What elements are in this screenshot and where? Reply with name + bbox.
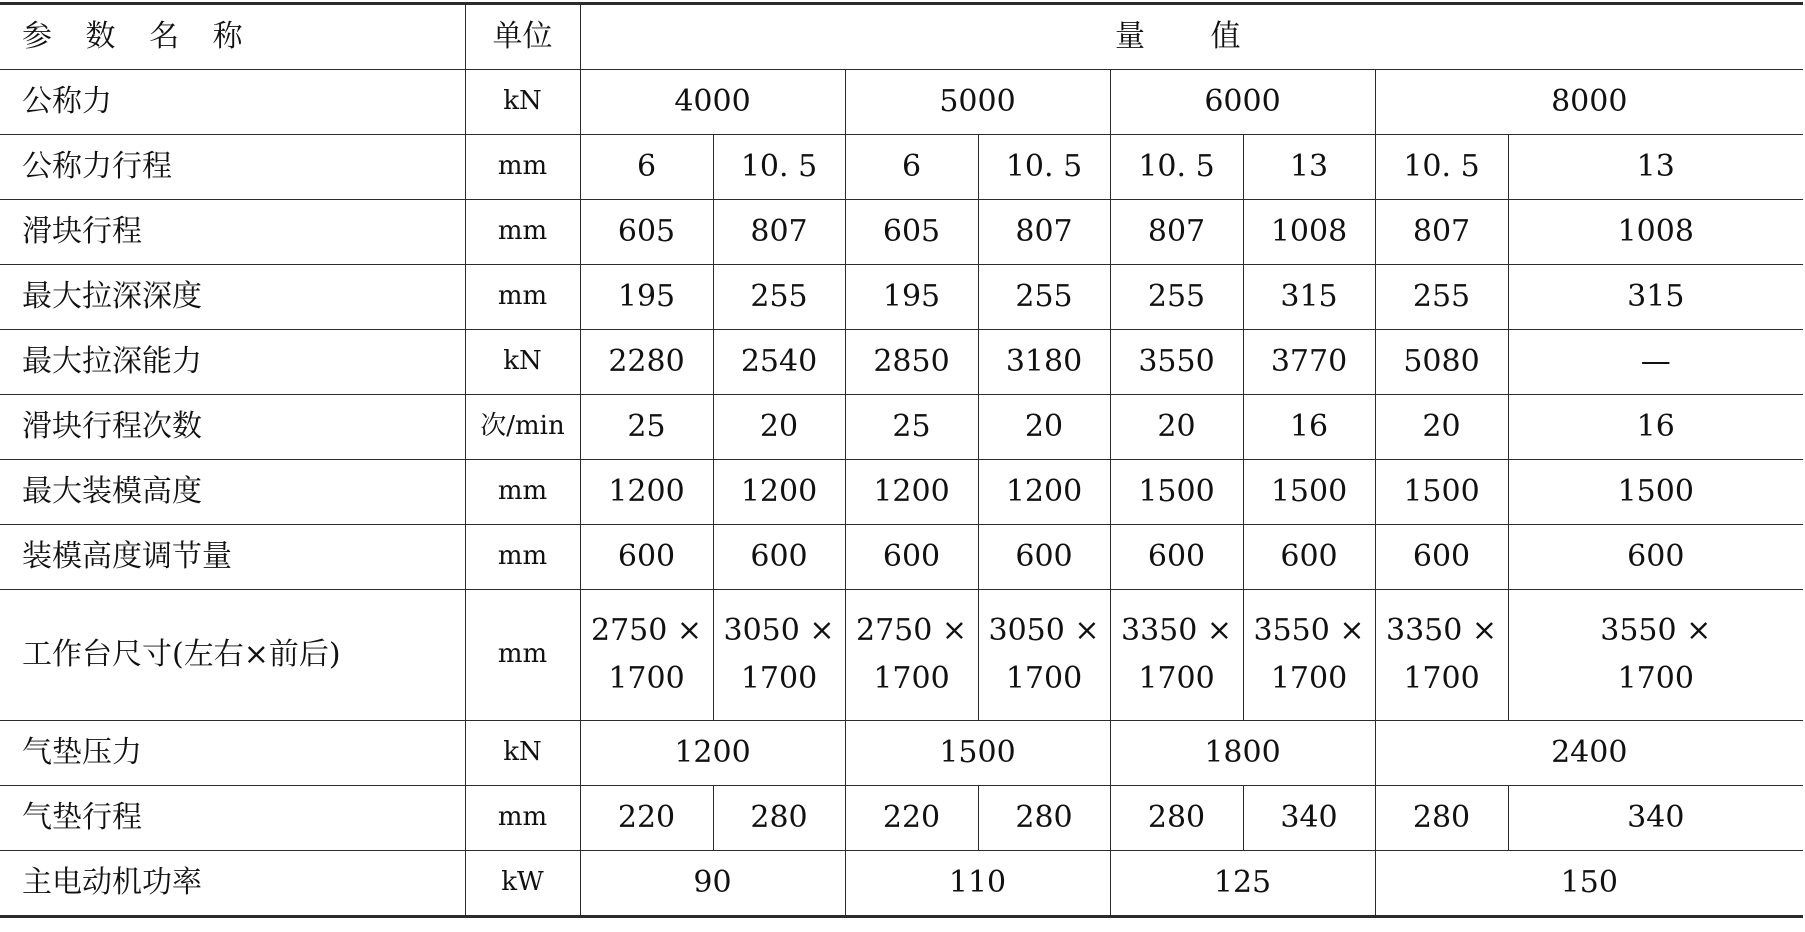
value-cell: 10. 5 [978, 135, 1110, 200]
value-cell: 255 [1375, 265, 1508, 330]
table-row [0, 851, 1803, 917]
value-cell: 2280 [580, 330, 713, 395]
value-cell: 3050 × 1700 [978, 590, 1110, 721]
value-cell: 600 [580, 525, 713, 590]
row-unit: mm [465, 265, 580, 330]
value-cell: 600 [713, 525, 845, 590]
value-cell: 3350 × 1700 [1110, 590, 1243, 721]
header-row [0, 4, 1803, 70]
row-unit: mm [465, 590, 580, 721]
value-cell: 1200 [713, 460, 845, 525]
value-cell: 280 [1375, 786, 1508, 851]
value-cell: 1008 [1508, 200, 1803, 265]
value-cell: 2750 × 1700 [580, 590, 713, 721]
value-cell: 807 [1375, 200, 1508, 265]
value-cell: 6000 [1110, 70, 1375, 135]
value-cell: 807 [713, 200, 845, 265]
value-cell: 1500 [1110, 460, 1243, 525]
value-cell: 605 [845, 200, 978, 265]
table-row [0, 395, 1803, 460]
value-cell: 20 [978, 395, 1110, 460]
value-cell: 280 [978, 786, 1110, 851]
value-cell: 150 [1375, 851, 1803, 917]
value-cell: 605 [580, 200, 713, 265]
value-cell: 600 [978, 525, 1110, 590]
table-row [0, 200, 1803, 265]
value-cell: 220 [845, 786, 978, 851]
value-cell: 1500 [1243, 460, 1375, 525]
header-unit: 单位 [465, 4, 580, 70]
value-cell: 6 [580, 135, 713, 200]
value-cell: 195 [845, 265, 978, 330]
row-label: 气垫压力 [0, 721, 465, 786]
value-cell: 16 [1508, 395, 1803, 460]
value-cell: 5080 [1375, 330, 1508, 395]
row-label: 公称力 [0, 70, 465, 135]
value-cell: 3050 × 1700 [713, 590, 845, 721]
header-value: 量 值 [580, 4, 1803, 70]
value-cell: 2850 [845, 330, 978, 395]
value-cell: 20 [1110, 395, 1243, 460]
value-cell: 600 [1375, 525, 1508, 590]
value-cell: 255 [978, 265, 1110, 330]
value-cell: 280 [713, 786, 845, 851]
row-label: 气垫行程 [0, 786, 465, 851]
value-cell: 3350 × 1700 [1375, 590, 1508, 721]
value-cell: 2750 × 1700 [845, 590, 978, 721]
row-unit: mm [465, 525, 580, 590]
row-unit: mm [465, 200, 580, 265]
value-cell: 1200 [580, 721, 845, 786]
value-cell: 315 [1508, 265, 1803, 330]
value-cell: 255 [713, 265, 845, 330]
row-label: 工作台尺寸(左右×前后) [0, 590, 465, 721]
value-cell: 807 [978, 200, 1110, 265]
value-cell: 340 [1508, 786, 1803, 851]
row-label: 最大拉深能力 [0, 330, 465, 395]
value-cell: 4000 [580, 70, 845, 135]
value-cell: 90 [580, 851, 845, 917]
value-cell: 1800 [1110, 721, 1375, 786]
value-cell: 807 [1110, 200, 1243, 265]
row-label: 主电动机功率 [0, 851, 465, 917]
value-cell: 600 [845, 525, 978, 590]
value-cell: 16 [1243, 395, 1375, 460]
value-cell: 600 [1243, 525, 1375, 590]
row-label: 滑块行程 [0, 200, 465, 265]
table-row [0, 590, 1803, 721]
value-cell: 3550 [1110, 330, 1243, 395]
table-row [0, 70, 1803, 135]
row-unit: kN [465, 330, 580, 395]
row-label: 最大装模高度 [0, 460, 465, 525]
value-cell: 20 [713, 395, 845, 460]
value-cell: 25 [580, 395, 713, 460]
table-row [0, 135, 1803, 200]
value-cell: 10. 5 [713, 135, 845, 200]
row-unit: mm [465, 460, 580, 525]
press-spec-table [0, 2, 1803, 918]
value-cell: 1200 [580, 460, 713, 525]
value-cell: 20 [1375, 395, 1508, 460]
table-row [0, 460, 1803, 525]
value-cell: — [1508, 330, 1803, 395]
value-cell: 2540 [713, 330, 845, 395]
value-cell: 13 [1243, 135, 1375, 200]
row-unit: 次/min [465, 395, 580, 460]
value-cell: 600 [1110, 525, 1243, 590]
value-cell: 3180 [978, 330, 1110, 395]
value-cell: 25 [845, 395, 978, 460]
value-cell: 2400 [1375, 721, 1803, 786]
row-unit: mm [465, 786, 580, 851]
value-cell: 315 [1243, 265, 1375, 330]
row-label: 装模高度调节量 [0, 525, 465, 590]
value-cell: 6 [845, 135, 978, 200]
table-row [0, 786, 1803, 851]
value-cell: 600 [1508, 525, 1803, 590]
value-cell: 3550 × 1700 [1508, 590, 1803, 721]
value-cell: 195 [580, 265, 713, 330]
value-cell: 3550 × 1700 [1243, 590, 1375, 721]
header-param-name: 参 数 名 称 [0, 4, 465, 70]
value-cell: 1008 [1243, 200, 1375, 265]
value-cell: 280 [1110, 786, 1243, 851]
value-cell: 1500 [1508, 460, 1803, 525]
table-row [0, 265, 1803, 330]
value-cell: 340 [1243, 786, 1375, 851]
row-unit: mm [465, 135, 580, 200]
value-cell: 3770 [1243, 330, 1375, 395]
value-cell: 10. 5 [1110, 135, 1243, 200]
row-label: 公称力行程 [0, 135, 465, 200]
value-cell: 8000 [1375, 70, 1803, 135]
table-row [0, 721, 1803, 786]
value-cell: 110 [845, 851, 1110, 917]
value-cell: 125 [1110, 851, 1375, 917]
value-cell: 10. 5 [1375, 135, 1508, 200]
table-row [0, 330, 1803, 395]
value-cell: 1500 [1375, 460, 1508, 525]
value-cell: 220 [580, 786, 713, 851]
row-label: 最大拉深深度 [0, 265, 465, 330]
value-cell: 13 [1508, 135, 1803, 200]
row-unit: kN [465, 70, 580, 135]
value-cell: 1500 [845, 721, 1110, 786]
table-row [0, 525, 1803, 590]
value-cell: 1200 [845, 460, 978, 525]
value-cell: 1200 [978, 460, 1110, 525]
row-label: 滑块行程次数 [0, 395, 465, 460]
row-unit: kN [465, 721, 580, 786]
row-unit: kW [465, 851, 580, 917]
value-cell: 255 [1110, 265, 1243, 330]
value-cell: 5000 [845, 70, 1110, 135]
